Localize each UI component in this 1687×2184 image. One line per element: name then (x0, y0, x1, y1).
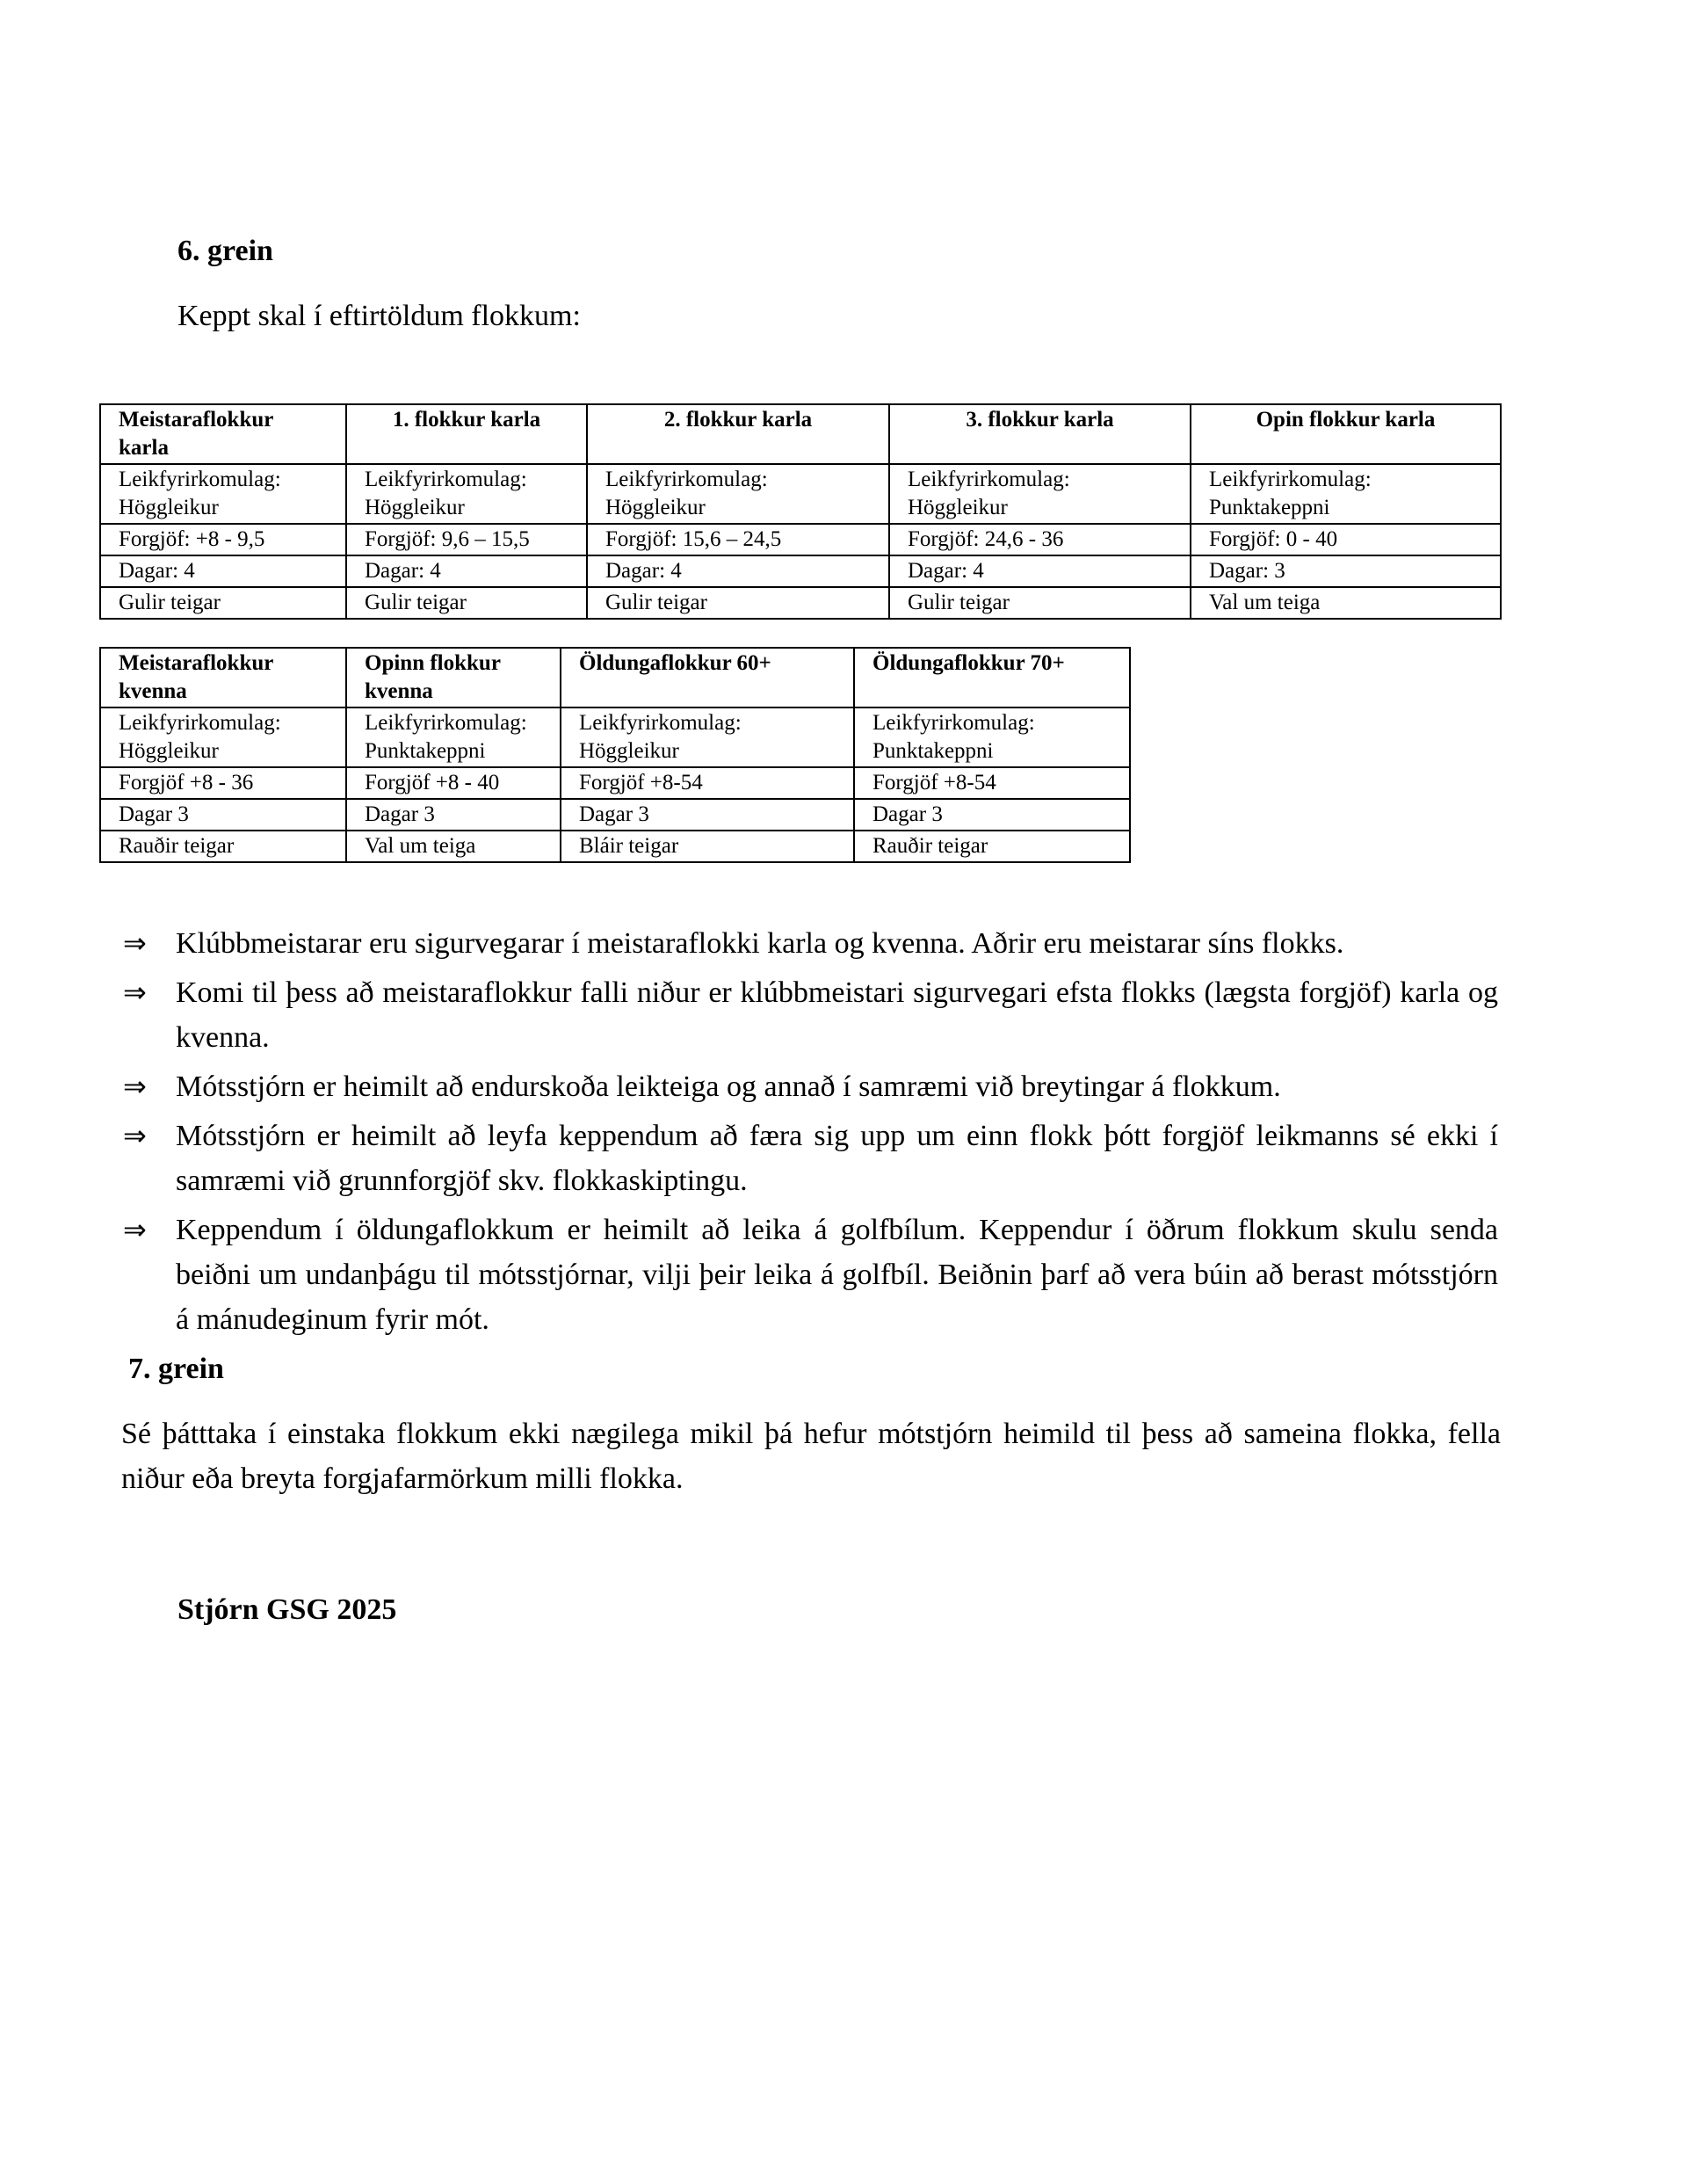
section-6-intro: Keppt skal í eftirtöldum flokkum: (177, 300, 581, 332)
list-item (123, 970, 1498, 1060)
arrow-icon: ⇒ (123, 1070, 147, 1103)
table-row (100, 464, 1501, 524)
signature: Stjórn GSG 2025 (177, 1593, 397, 1626)
list-item-text: Mótsstjórn er heimilt að leyfa keppendum að færa sig upp um einn flokk þótt forgjöf leikmanns sé ekki í samræmi við grunnforgjöf skv. flokkaskiptingu. (176, 1120, 1498, 1197)
table-cell: Gulir teigar (587, 587, 889, 619)
table-cell: Forgjöf +8-54 (854, 767, 1130, 799)
table-cell: Dagar: 4 (587, 555, 889, 587)
arrow-icon: ⇒ (123, 1213, 147, 1246)
table-cell: Forgjöf +8 - 40 (346, 767, 561, 799)
table-header-cell: 3. flokkur karla (889, 404, 1191, 464)
table-row (100, 799, 1130, 831)
list-item (123, 1064, 1498, 1109)
table-cell: Bláir teigar (561, 831, 854, 862)
list-item-text: Komi til þess að meistaraflokkur falli niður er klúbbmeistari sigurvegari efsta flokks (lægsta forgjöf) karla og kvenna. (176, 976, 1498, 1054)
men-categories-table (99, 403, 1502, 620)
section-6-heading: 6. grein (177, 235, 273, 267)
table-cell: Rauðir teigar (100, 831, 346, 862)
table-header-cell: Meistaraflokkur karla (100, 404, 346, 464)
table-header-cell: Meistaraflokkur kvenna (100, 648, 346, 707)
table-cell: Dagar 3 (854, 799, 1130, 831)
table-header-cell: 2. flokkur karla (587, 404, 889, 464)
table-cell: Forgjöf: 9,6 – 15,5 (346, 524, 587, 555)
table-cell: Leikfyrirkomulag: Höggleikur (889, 464, 1191, 524)
list-item-text: Klúbbmeistarar eru sigurvegarar í meistaraflokki karla og kvenna. Aðrir eru meistarar síns flokks. (176, 927, 1344, 960)
table-row (100, 767, 1130, 799)
list-item-text: Mótsstjórn er heimilt að endurskoða leikteiga og annað í samræmi við breytingar á flokkum. (176, 1070, 1281, 1103)
table-cell: Dagar: 4 (100, 555, 346, 587)
table-cell: Forgjöf: 15,6 – 24,5 (587, 524, 889, 555)
table-cell: Val um teiga (346, 831, 561, 862)
table-cell: Rauðir teigar (854, 831, 1130, 862)
table-cell: Dagar 3 (561, 799, 854, 831)
section-7-text: Sé þátttaka í einstaka flokkum ekki nægilega mikil þá hefur mótstjórn heimild til þess að sameina flokka, fella niður eða breyta forgjafarmörkum milli flokka. (121, 1418, 1501, 1495)
table-row (100, 831, 1130, 862)
table-cell: Forgjöf +8-54 (561, 767, 854, 799)
table-cell: Dagar: 4 (346, 555, 587, 587)
list-item (123, 1114, 1498, 1203)
table-header-cell: Opinn flokkur kvenna (346, 648, 561, 707)
table-cell: Gulir teigar (346, 587, 587, 619)
table-cell: Leikfyrirkomulag: Punktakeppni (346, 707, 561, 767)
table-header-row (100, 404, 1501, 464)
list-item (123, 1208, 1498, 1342)
table-cell: Leikfyrirkomulag: Höggleikur (587, 464, 889, 524)
table-row (100, 587, 1501, 619)
rules-bullet-list (123, 921, 1498, 1346)
table-cell: Gulir teigar (889, 587, 1191, 619)
table-cell: Gulir teigar (100, 587, 346, 619)
table-row (100, 524, 1501, 555)
table-row (100, 707, 1130, 767)
women-seniors-categories-table (99, 647, 1131, 863)
section-7-heading: 7. grein (128, 1353, 224, 1385)
table-cell: Dagar: 4 (889, 555, 1191, 587)
table-cell: Val um teiga (1191, 587, 1501, 619)
table-cell: Forgjöf: 0 - 40 (1191, 524, 1501, 555)
table-cell: Forgjöf: +8 - 9,5 (100, 524, 346, 555)
table-cell: Dagar 3 (346, 799, 561, 831)
table-header-cell: Öldungaflokkur 70+ (854, 648, 1130, 707)
table-header-cell: Opin flokkur karla (1191, 404, 1501, 464)
table-header-cell: 1. flokkur karla (346, 404, 587, 464)
arrow-icon: ⇒ (123, 926, 147, 960)
table-cell: Leikfyrirkomulag: Höggleikur (346, 464, 587, 524)
table-cell: Forgjöf: 24,6 - 36 (889, 524, 1191, 555)
table-cell: Dagar 3 (100, 799, 346, 831)
table-cell: Leikfyrirkomulag: Punktakeppni (854, 707, 1130, 767)
arrow-icon: ⇒ (123, 1119, 147, 1152)
table-cell: Dagar: 3 (1191, 555, 1501, 587)
table-cell: Forgjöf +8 - 36 (100, 767, 346, 799)
table-row (100, 555, 1501, 587)
table-header-row (100, 648, 1130, 707)
list-item-text: Keppendum í öldungaflokkum er heimilt að leika á golfbílum. Keppendur í öðrum flokkum skulu senda beiðni um undanþágu til mótsstjórnar, vilji þeir leika á golfbíl. Beiðnin þarf að vera búin að berast mótsstjórn á mánudeginum fyrir mót. (176, 1214, 1498, 1336)
table-cell: Leikfyrirkomulag: Höggleikur (100, 707, 346, 767)
table-cell: Leikfyrirkomulag: Höggleikur (100, 464, 346, 524)
arrow-icon: ⇒ (123, 976, 147, 1009)
table-cell: Leikfyrirkomulag: Punktakeppni (1191, 464, 1501, 524)
list-item (123, 921, 1498, 966)
table-cell: Leikfyrirkomulag: Höggleikur (561, 707, 854, 767)
table-header-cell: Öldungaflokkur 60+ (561, 648, 854, 707)
